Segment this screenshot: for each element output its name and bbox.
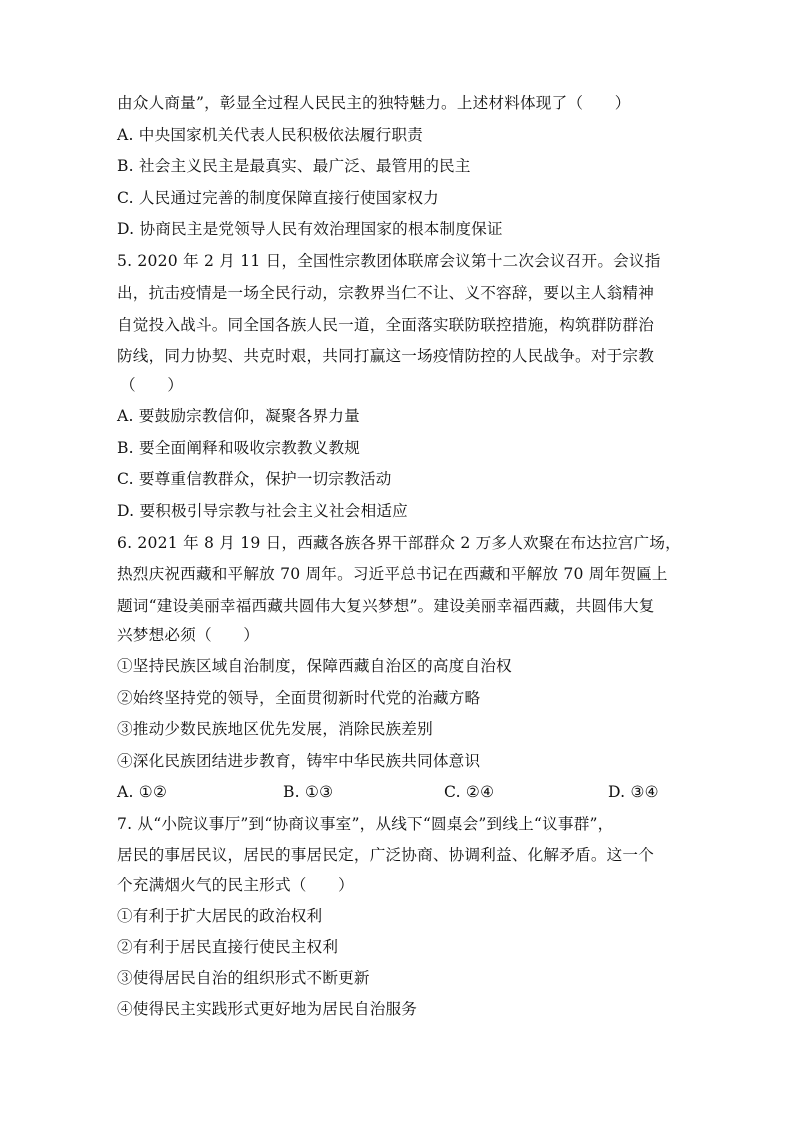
- q5-option-c: C. 要尊重信教群众，保护一切宗教活动: [117, 470, 392, 488]
- q4-stem-tail: 由众人商量”，彰显全过程人民民主的独特魅力。上述材料体现了（ ）: [117, 94, 631, 112]
- q7-item-1: ①有利于扩大居民的政治权利: [117, 907, 323, 925]
- q6-choice-c: C. ②④: [444, 783, 495, 801]
- q5-answer-bracket: （ ）: [120, 376, 184, 394]
- q4-option-b: B. 社会主义民主是最真实、最广泛、最管用的民主: [117, 157, 471, 175]
- q6-item-2: ②始终坚持党的领导，全面贯彻新时代党的治藏方略: [117, 689, 481, 707]
- q6-choice-d: D. ③④: [608, 783, 659, 801]
- q5-stem-line: 自觉投入战斗。同全国各族人民一道，全面落实联防联控措施，构筑群防群治: [117, 316, 654, 334]
- q5-option-d: D. 要积极引导宗教与社会主义社会相适应: [117, 502, 408, 520]
- q6-stem-line: 6. 2021 年 8 月 19 日，西藏各族各界干部群众 2 万多人欢聚在布达拉宫广场，: [117, 534, 681, 552]
- q6-choice-b: B. ①③: [283, 783, 334, 801]
- q7-item-2: ②有利于居民直接行使民主权利: [117, 938, 339, 956]
- q6-stem-line: 题词“建设美丽幸福西藏共圆伟大复兴梦想”。建设美丽幸福西藏，共圆伟大复: [117, 597, 655, 615]
- q4-option-d: D. 协商民主是党领导人民有效治理国家的根本制度保证: [117, 220, 503, 238]
- q5-stem-line: 出，抗击疫情是一场全民行动，宗教界当仁不让、义不容辞，要以主人翁精神: [117, 284, 654, 302]
- q5-option-b: B. 要全面阐释和吸收宗教教义教规: [117, 439, 361, 457]
- q7-stem-line: 居民的事居民议，居民的事居民定，广泛协商、协调利益、化解矛盾。这一个: [117, 846, 654, 864]
- q6-item-4: ④深化民族团结进步教育，铸牢中华民族共同体意识: [117, 752, 481, 770]
- q6-item-3: ③推动少数民族地区优先发展，消除民族差别: [117, 720, 433, 738]
- q6-item-1: ①坚持民族区域自治制度，保障西藏自治区的高度自治权: [117, 657, 512, 675]
- q6-choice-a: A. ①②: [117, 783, 168, 801]
- q7-stem-line: 个充满烟火气的民主形式（ ）: [117, 876, 354, 894]
- q7-item-4: ④使得民主实践形式更好地为居民自治服务: [117, 1000, 418, 1018]
- q5-stem-line: 防线，同力协契、共克时艰，共同打赢这一场疫情防控的人民战争。对于宗教: [117, 347, 654, 365]
- q6-stem-line: 兴梦想必须（ ）: [117, 626, 260, 644]
- q4-option-a: A. 中央国家机关代表人民积极依法履行职责: [117, 126, 424, 144]
- q4-option-c: C. 人民通过完善的制度保障直接行使国家权力: [117, 189, 439, 207]
- q7-stem-line: 7. 从“小院议事厅”到“协商议事室”，从线下“圆桌会”到线上“议事群”，: [117, 815, 614, 833]
- q5-stem-line: 5. 2020 年 2 月 11 日，全国性宗教团体联席会议第十二次会议召开。会议指: [117, 252, 661, 270]
- q7-item-3: ③使得居民自治的组织形式不断更新: [117, 969, 370, 987]
- q6-stem-line: 热烈庆祝西藏和平解放 70 周年。习近平总书记在西藏和平解放 70 周年贺匾上: [117, 565, 668, 583]
- q5-option-a: A. 要鼓励宗教信仰，凝聚各界力量: [117, 407, 360, 425]
